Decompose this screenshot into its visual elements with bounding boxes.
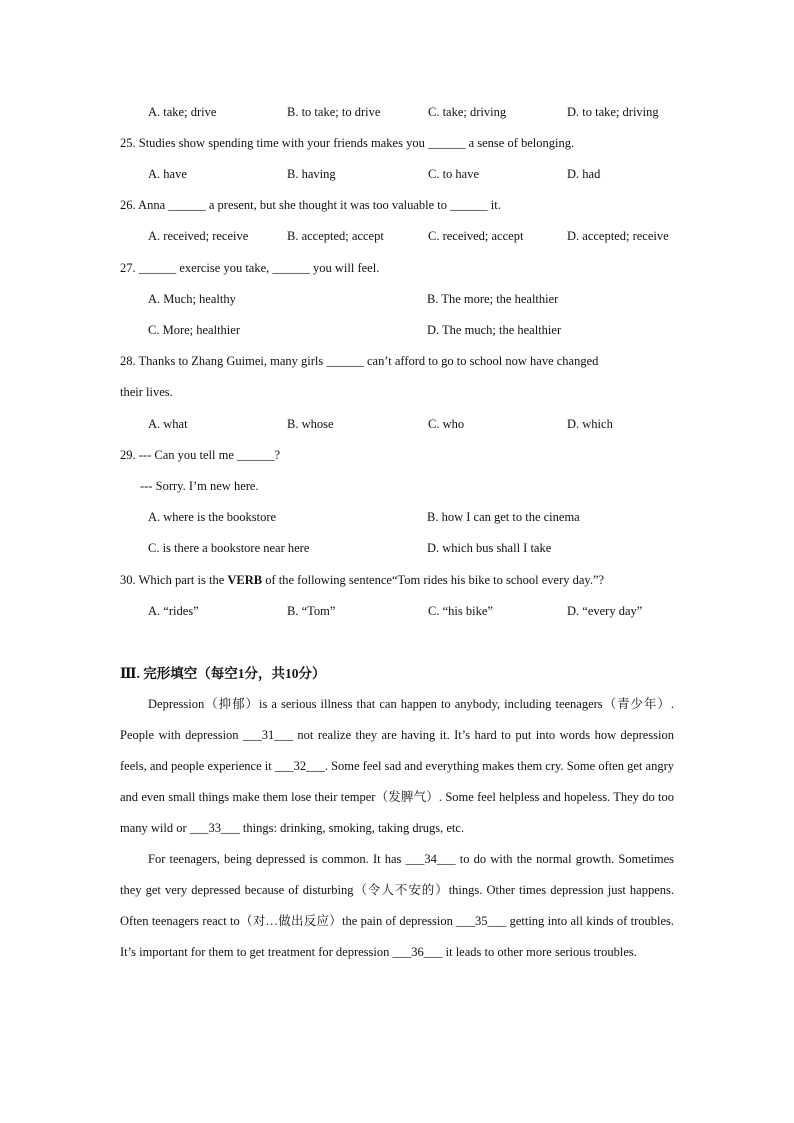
q25-option-d: D. had <box>567 167 601 181</box>
q27-option-d: D. The much; the healthier <box>427 323 562 337</box>
q29-option-a: A. where is the bookstore <box>148 510 277 524</box>
q26-option-d: D. accepted; receive <box>567 229 669 243</box>
q28-option-c: C. who <box>428 417 465 431</box>
q30-stem-pre: 30. Which part is the <box>120 573 228 587</box>
q25-option-a: A. have <box>148 167 187 181</box>
cloze-passage <box>120 689 674 968</box>
q26-option-b: B. accepted; accept <box>287 229 384 243</box>
q26-option-a: A. received; receive <box>148 229 249 243</box>
q26-option-c: C. received; accept <box>428 229 524 243</box>
q27-option-b: B. The more; the healthier <box>427 292 559 306</box>
passage-paragraph-2: For teenagers, being depressed is common. It has ___34___ to do with the normal growth. Sometimes they get very depressed because of disturbing（令人不安的）things. Other times depression just happens. Often teenagers react to（对…做出反应）the pain of depression ___35___ getting into all kinds of troubles. It’s important for them to get treatment for depression ___36___ it leads to other more serious troubles. <box>120 852 674 959</box>
q24-option-a: A. take; drive <box>148 105 217 119</box>
q30-stem-post: of the following sentence“Tom rides his bike to school every day.”? <box>262 573 605 587</box>
q29-option-c: C. is there a bookstore near here <box>148 541 310 555</box>
q25-option-c: C. to have <box>428 167 480 181</box>
q28-option-b: B. whose <box>287 417 334 431</box>
q30-stem <box>120 572 604 588</box>
q30-stem-bold: VERB <box>227 573 263 587</box>
q24-option-c: C. take; driving <box>428 105 507 119</box>
q30-option-d: D. “every day” <box>567 604 643 618</box>
q25-option-b: B. having <box>287 167 336 181</box>
q29-option-d: D. which bus shall I take <box>427 541 552 555</box>
q27-option-a: A. Much; healthy <box>148 292 236 306</box>
q28-option-a: A. what <box>148 417 188 431</box>
q30-option-c: C. “his bike” <box>428 604 493 618</box>
passage-paragraph-1: Depression（抑郁）is a serious illness that can happen to anybody, including teenagers（青少年）. People with depression ___31___ not realize they are having it. It’s hard to put into words how depression feels, and people experience it ___32___. Some feel sad and everything makes them cry. Some often get angry and even small things make them lose their temper（发脾气）. Some feel helpless and hopeless. They do too many wild or ___33___ things: drinking, smoking, taking drugs, etc. <box>120 697 674 835</box>
q24-option-b: B. to take; to drive <box>287 105 381 119</box>
q29-reply: --- Sorry. I’m new here. <box>140 479 259 493</box>
q25-stem: 25. Studies show spending time with your friends makes you ______ a sense of belonging. <box>120 136 575 150</box>
q30-option-b: B. “Tom” <box>287 604 336 618</box>
q27-stem: 27. ______ exercise you take, ______ you will feel. <box>120 261 380 275</box>
q28-stem-line2: their lives. <box>120 385 173 399</box>
q29-stem: 29. --- Can you tell me ______? <box>120 448 281 462</box>
section-heading: Ⅲ. 完形填空（每空1分，共10分） <box>120 666 326 681</box>
q27-option-c: C. More; healthier <box>148 323 240 337</box>
q26-stem: 26. Anna ______ a present, but she thought it was too valuable to ______ it. <box>120 198 501 212</box>
q30-option-a: A. “rides” <box>148 604 199 618</box>
q29-option-b: B. how I can get to the cinema <box>427 510 580 524</box>
q24-option-d: D. to take; driving <box>567 105 659 119</box>
q28-option-d: D. which <box>567 417 613 431</box>
q28-stem-line1: 28. Thanks to Zhang Guimei, many girls ______ can’t afford to go to school now have changed <box>120 354 599 368</box>
